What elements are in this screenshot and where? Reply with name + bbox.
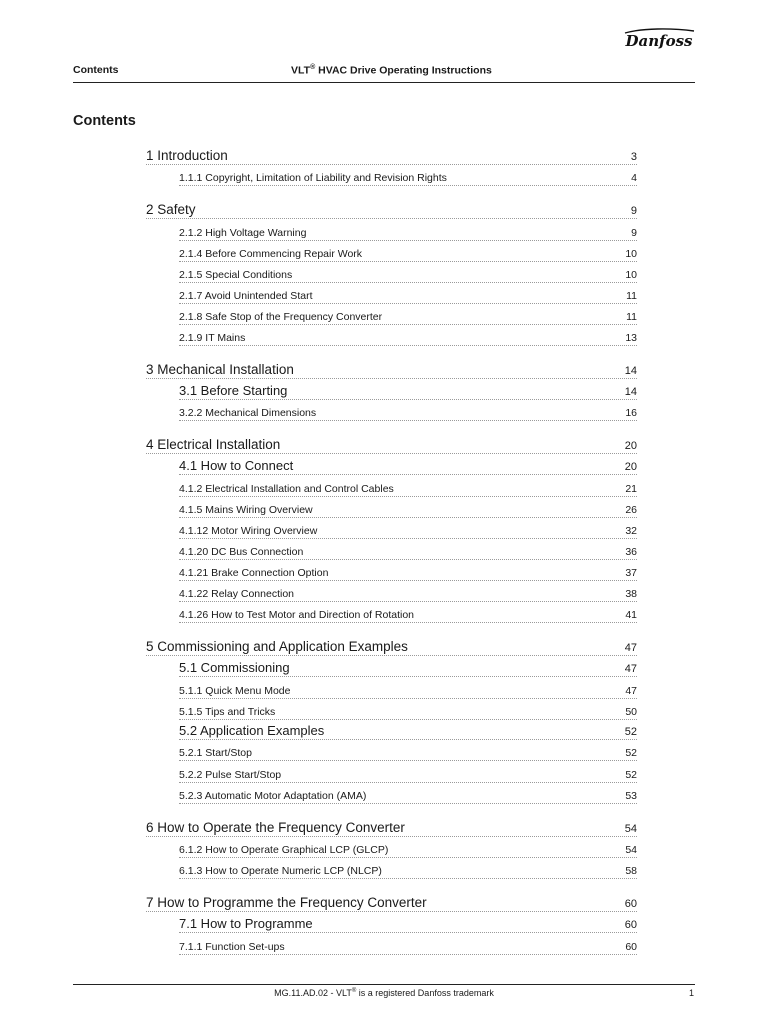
footer-prefix: MG.11.AD.02 - VLT <box>274 988 352 998</box>
header-section: Contents <box>73 64 119 76</box>
toc-entry-title: 2.1.7 Avoid Unintended Start <box>179 290 313 302</box>
toc-entry-page: 60 <box>624 919 637 931</box>
toc-section-entry[interactable] <box>179 404 637 421</box>
toc-entry-page: 14 <box>624 365 637 377</box>
toc-entry-page: 14 <box>624 386 637 398</box>
toc-section-entry[interactable] <box>179 766 637 783</box>
toc-entry-page: 16 <box>625 407 637 419</box>
toc-entry-title: 4.1.2 Electrical Installation and Control Cables <box>179 483 394 495</box>
toc-entry-page: 10 <box>625 269 637 281</box>
toc-section-entry[interactable] <box>179 329 637 346</box>
toc-entry-title: 5.1.1 Quick Menu Mode <box>179 685 291 697</box>
toc-entry-page: 32 <box>625 525 637 537</box>
toc-entry-page: 38 <box>625 588 637 600</box>
toc-entry-page: 11 <box>626 311 637 323</box>
toc-entry-title: 4.1.22 Relay Connection <box>179 588 294 600</box>
footer-trademark <box>0 988 768 998</box>
toc-chapter-entry[interactable] <box>146 888 637 912</box>
toc-entry-title: 7.1 How to Programme <box>179 916 313 931</box>
toc-section-entry[interactable] <box>179 457 637 475</box>
toc-entry-page: 52 <box>625 769 637 781</box>
toc-chapter-entry[interactable] <box>146 430 637 454</box>
toc-entry-title: 4.1.21 Brake Connection Option <box>179 567 329 579</box>
toc-entry-page: 47 <box>624 642 637 654</box>
toc-section-entry[interactable] <box>179 266 637 283</box>
page-number: 1 <box>689 988 695 998</box>
toc-entry-page: 60 <box>624 898 637 910</box>
toc-section-entry[interactable] <box>179 522 637 539</box>
toc-entry-page: 58 <box>625 865 637 877</box>
running-header <box>73 64 695 80</box>
toc-section-entry[interactable] <box>179 245 637 262</box>
toc-entry-page: 4 <box>631 172 637 184</box>
toc-section-entry[interactable] <box>179 744 637 761</box>
toc-chapter-entry[interactable] <box>146 813 637 837</box>
toc-entry-page: 11 <box>626 290 637 302</box>
toc-entry-title: 3.1 Before Starting <box>179 383 288 398</box>
toc-entry-page: 54 <box>625 844 637 856</box>
header-document-title <box>291 64 492 77</box>
toc-entry-title: 6 How to Operate the Frequency Converter <box>146 820 405 835</box>
toc-entry-title: 3 Mechanical Installation <box>146 362 294 377</box>
toc-section-entry[interactable] <box>179 543 637 560</box>
toc-entry-title: 3.2.2 Mechanical Dimensions <box>179 407 317 419</box>
toc-section-entry[interactable] <box>179 480 637 497</box>
toc-entry-title: 5.2 Application Examples <box>179 723 325 738</box>
toc-entry-page: 26 <box>625 504 637 516</box>
toc-section-entry[interactable] <box>179 308 637 325</box>
toc-entry-title: 2 Safety <box>146 202 196 217</box>
toc-chapter-entry[interactable] <box>146 141 637 165</box>
toc-entry-title: 6.1.3 How to Operate Numeric LCP (NLCP) <box>179 865 382 877</box>
toc-entry-title: 5.1.5 Tips and Tricks <box>179 706 276 718</box>
toc-entry-title: 4 Electrical Installation <box>146 437 281 452</box>
toc-entry-title: 2.1.2 High Voltage Warning <box>179 227 307 239</box>
toc-entry-title: 4.1.26 How to Test Motor and Direction of Rotation <box>179 609 415 621</box>
toc-section-entry[interactable] <box>179 382 637 400</box>
toc-section-entry[interactable] <box>179 287 637 304</box>
header-title-suffix: HVAC Drive Operating Instructions <box>315 64 492 77</box>
toc-entry-title: 4.1.5 Mains Wiring Overview <box>179 504 313 516</box>
toc-section-entry[interactable] <box>179 224 637 241</box>
toc-entry-page: 54 <box>624 823 637 835</box>
toc-entry-title: 7 How to Programme the Frequency Converter <box>146 895 427 910</box>
toc-entry-title: 1 Introduction <box>146 148 228 163</box>
toc-entry-page: 37 <box>625 567 637 579</box>
toc-entry-page: 50 <box>625 706 637 718</box>
toc-section-entry[interactable] <box>179 722 637 740</box>
toc-entry-title: 2.1.5 Special Conditions <box>179 269 293 281</box>
header-rule <box>73 82 695 83</box>
toc-entry-title: 4.1 How to Connect <box>179 458 294 473</box>
toc-chapter-entry[interactable] <box>146 355 637 379</box>
toc-entry-page: 52 <box>625 747 637 759</box>
footer-registered-mark: ® <box>351 988 357 994</box>
toc-entry-title: 5.2.3 Automatic Motor Adaptation (AMA) <box>179 790 367 802</box>
toc-entry-page: 52 <box>624 726 637 738</box>
toc-entry-title: 2.1.4 Before Commencing Repair Work <box>179 248 363 260</box>
toc-chapter-entry[interactable] <box>146 195 637 219</box>
toc-section-entry[interactable] <box>179 682 637 699</box>
toc-entry-title: 1.1.1 Copyright, Limitation of Liability and Revision Rights <box>179 172 447 184</box>
toc-entry-title: 5.2.2 Pulse Start/Stop <box>179 769 282 781</box>
header-registered-mark: ® <box>310 64 316 71</box>
toc-entry-title: 2.1.9 IT Mains <box>179 332 246 344</box>
toc-entry-page: 10 <box>625 248 637 260</box>
toc-section-entry[interactable] <box>179 938 637 955</box>
toc-section-entry[interactable] <box>179 606 637 623</box>
toc-entry-page: 47 <box>625 685 637 697</box>
toc-section-entry[interactable] <box>179 169 637 186</box>
toc-entry-page: 20 <box>624 440 637 452</box>
toc-entry-page: 21 <box>625 483 637 495</box>
toc-entry-page: 41 <box>625 609 637 621</box>
toc-entry-page: 47 <box>624 663 637 675</box>
toc-section-entry[interactable] <box>179 501 637 518</box>
toc-entry-page: 36 <box>625 546 637 558</box>
toc-entry-title: 5.1 Commissioning <box>179 660 290 675</box>
toc-entry-page: 9 <box>630 205 637 217</box>
toc-entry-page: 3 <box>630 151 637 163</box>
toc-section-entry[interactable] <box>179 915 637 933</box>
toc-entry-title: 2.1.8 Safe Stop of the Frequency Converter <box>179 311 383 323</box>
toc-section-entry[interactable] <box>179 585 637 602</box>
toc-section-entry[interactable] <box>179 841 637 858</box>
toc-section-entry[interactable] <box>179 659 637 677</box>
toc-entry-title: 6.1.2 How to Operate Graphical LCP (GLCP) <box>179 844 389 856</box>
toc-heading: Contents <box>73 113 136 129</box>
toc-entry-title: 7.1.1 Function Set-ups <box>179 941 285 953</box>
logo-wordmark: Danfoss <box>625 32 693 50</box>
toc-entry-page: 13 <box>625 332 637 344</box>
toc-chapter-entry[interactable] <box>146 632 637 656</box>
toc-section-entry[interactable] <box>179 787 637 804</box>
toc-section-entry[interactable] <box>179 703 637 720</box>
footer-suffix: is a registered Danfoss trademark <box>356 988 494 998</box>
toc-section-entry[interactable] <box>179 564 637 581</box>
toc-section-entry[interactable] <box>179 862 637 879</box>
danfoss-logo <box>622 26 696 52</box>
toc-entry-title: 5 Commissioning and Application Examples <box>146 639 408 654</box>
toc-entry-title: 4.1.20 DC Bus Connection <box>179 546 304 558</box>
toc-entry-title: 4.1.12 Motor Wiring Overview <box>179 525 318 537</box>
toc-entry-page: 20 <box>624 461 637 473</box>
toc-entry-page: 60 <box>625 941 637 953</box>
header-title-prefix: VLT <box>291 64 311 77</box>
toc-entry-page: 9 <box>631 227 637 239</box>
footer-rule <box>73 984 695 985</box>
toc-entry-page: 53 <box>625 790 637 802</box>
toc-entry-title: 5.2.1 Start/Stop <box>179 747 252 759</box>
